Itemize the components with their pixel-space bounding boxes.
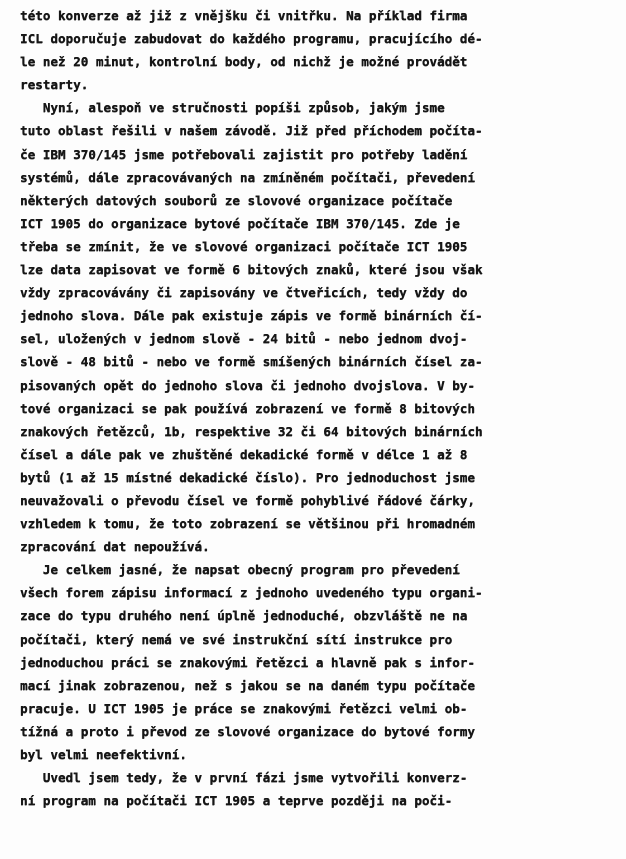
text-line: zace do typu druhého není úplně jednoduché, obzvláště ne na <box>20 608 468 624</box>
body-text <box>20 4 620 812</box>
text-line: všech forem zápisu informací z jednoho uvedeného typu organi- <box>20 585 483 601</box>
text-line: tížná a proto i převod ze slovové organizace do bytové formy <box>20 723 475 739</box>
text-line: pracuje. U ICT 1905 je práce se znakovými řetězci velmi ob- <box>20 700 468 716</box>
text-line: tuto oblast řešili v našem závodě. Již před příchodem počíta- <box>20 123 483 139</box>
text-line: čísel a dále pak ve zhuštěné dekadické formě v délce 1 až 8 <box>20 446 468 462</box>
text-line: Uvedl jsem tedy, že v první fázi jsme vytvořili konverz- <box>20 770 468 786</box>
text-line: této konverze až již z vnějšku či vnitřku. Na příklad firma <box>20 8 468 23</box>
text-line: lze data zapisovat ve formě 6 bitových znaků, které jsou však <box>20 262 483 278</box>
text-line: počítači, který nemá ve své instrukční sítí instrukce pro <box>20 631 453 647</box>
text-line: zpracování dat nepoužívá. <box>20 539 210 555</box>
text-line: mací jinak zobrazenou, než s jakou se na daném typu počítače <box>20 677 475 693</box>
text-line: znakových řetězců, 1b, respektive 32 či 64 bitových binárních <box>20 423 483 439</box>
text-line: Je celkem jasné, že napsat obecný program pro převedení <box>20 562 460 578</box>
text-line: Nyní, alespoň ve stručnosti popíši způsob, jakým jsme <box>20 100 445 116</box>
text-line: neuvažovali o převodu čísel ve formě pohyblivé řádové čárky, <box>20 492 475 508</box>
text-line: systémů, dále zpracovávaných na zmíněném počítači, převedení <box>20 169 475 185</box>
text-line: pisovaných opět do jednoho slova či jednoho dvojslova. V by- <box>20 377 475 393</box>
text-line: slově - 48 bitů - nebo ve formě smíšených binárních čísel za- <box>20 354 483 370</box>
text-line: restarty. <box>20 77 89 93</box>
text-line: byl velmi neefektivní. <box>20 747 187 762</box>
text-line: ní program na počítači ICT 1905 a teprve později na poči- <box>20 793 453 809</box>
text-line: jednoho slova. Dále pak existuje zápis ve formě binárních čí- <box>20 308 483 324</box>
text-line: tové organizaci se pak používá zobrazení ve formě 8 bitových <box>20 400 475 416</box>
text-line: le než 20 minut, kontrolní body, od nichž je možné provádět <box>20 54 468 70</box>
text-line: vzhledem k tomu, že toto zobrazení se většinou při hromadném <box>20 516 475 532</box>
text-line: bytů (1 až 15 místné dekadické číslo). Pro jednoduchost jsme <box>20 469 475 485</box>
text-line: sel, uložených v jednom slově - 24 bitů - nebo jednom dvoj- <box>20 331 468 347</box>
text-line: če IBM 370/145 jsme potřebovali zajistit pro potřeby ladění <box>20 146 468 162</box>
text-line: vždy zpracovávány či zapisovány ve čtveřicích, tedy vždy do <box>20 285 468 301</box>
text-line: třeba se zmínit, že ve slovové organizaci počítače ICT 1905 <box>20 238 468 254</box>
text-line: ICL doporučuje zabudovat do každého programu, pracujícího dé- <box>20 31 483 47</box>
text-line: některých datových souborů ze slovové organizace počítače <box>20 192 453 208</box>
text-line: jednoduchou práci se znakovými řetězci a hlavně pak s infor- <box>20 654 475 670</box>
text-line: ICT 1905 do organizace bytové počítače IBM 370/145. Zde je <box>20 215 460 231</box>
